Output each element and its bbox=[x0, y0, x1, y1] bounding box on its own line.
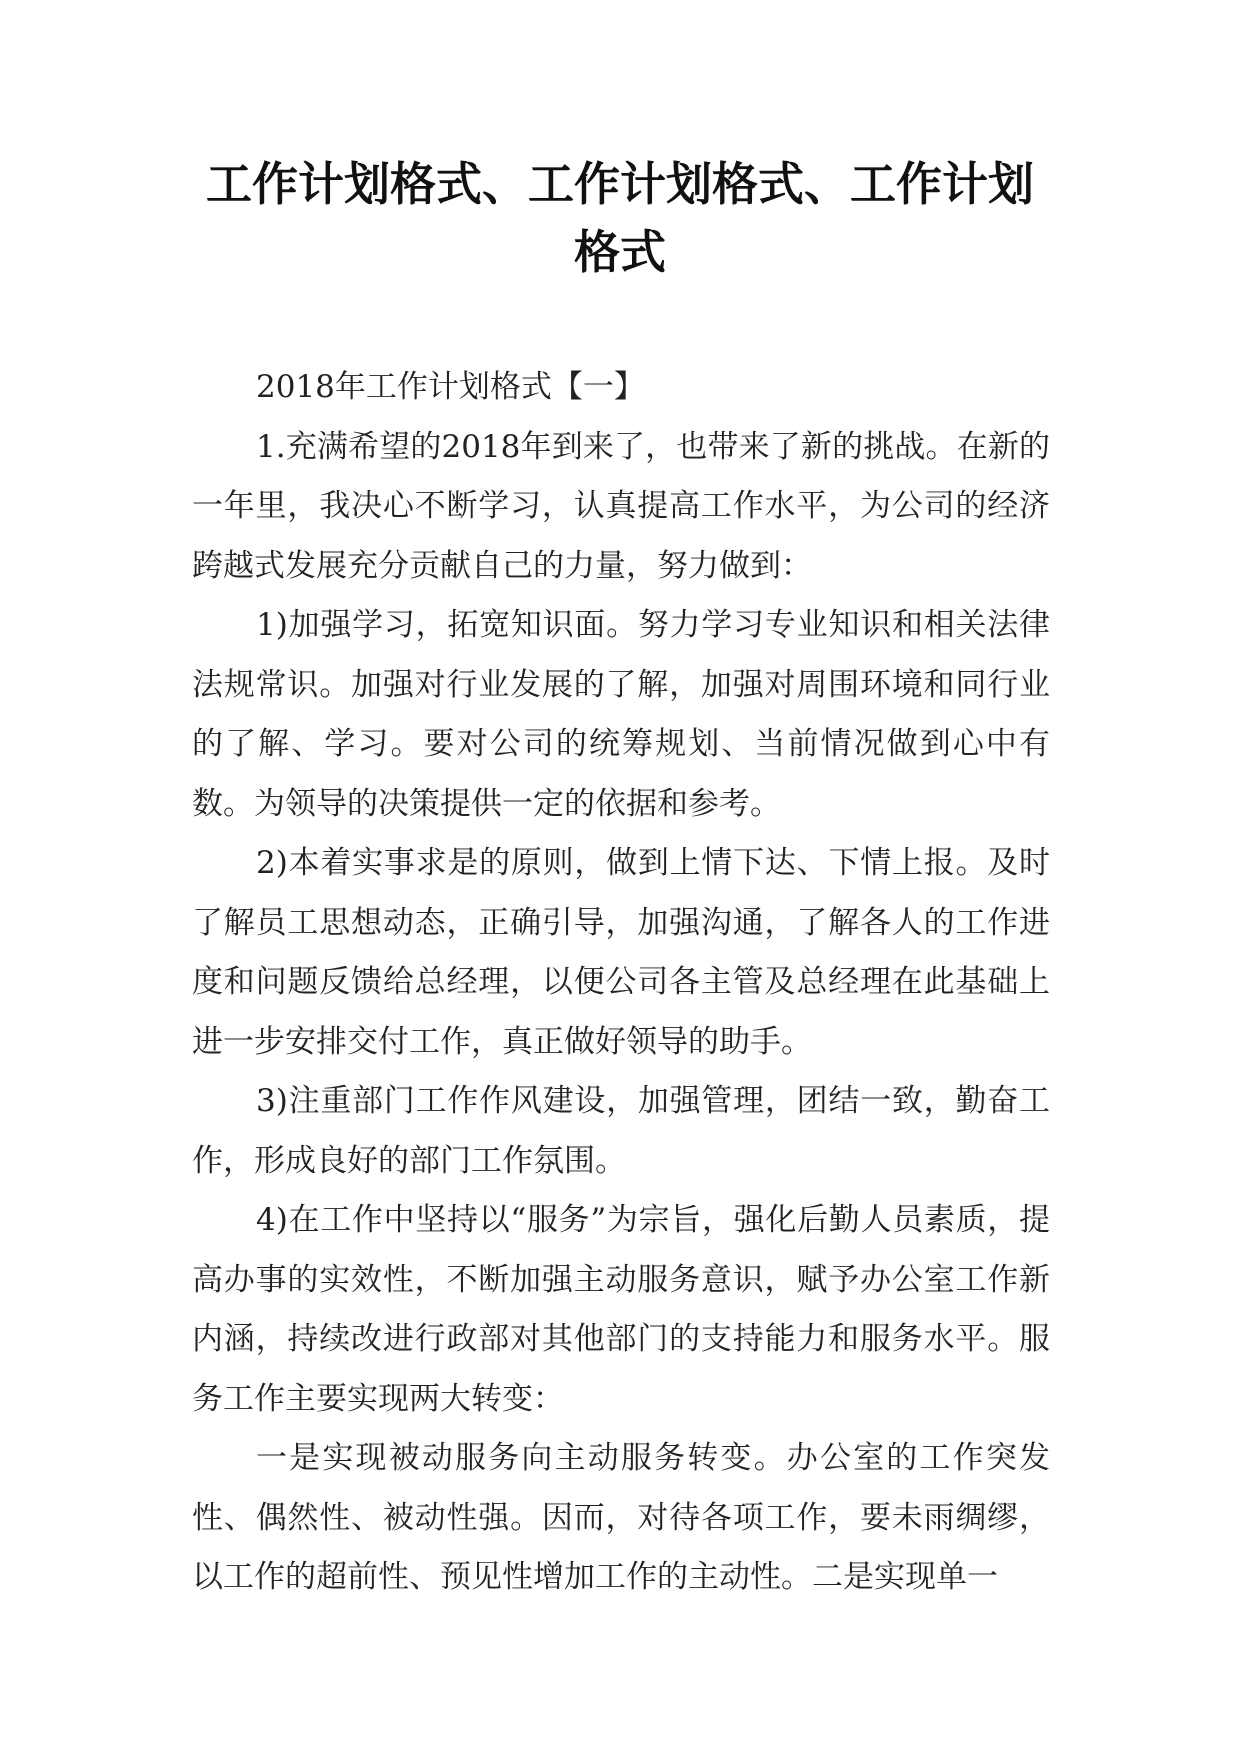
paragraph: 3)注重部门工作作风建设，加强管理，团结一致，勤奋工作，形成良好的部门工作氛围。 bbox=[192, 1083, 1050, 1179]
paragraph: 1.充满希望的2018年到来了，也带来了新的挑战。在新的一年里，我决心不断学习，认真提高工作水平，为公司的经济跨越式发展充分贡献自己的力量，努力做到： bbox=[192, 428, 1050, 584]
paragraph: 4)在工作中坚持以“服务”为宗旨，强化后勤人员素质，提高办事的实效性，不断加强主动服务意识，赋予办公室工作新内涵，持续改进行政部对其他部门的支持能力和服务水平。服务工作主要实现两大转变： bbox=[192, 1202, 1050, 1417]
document-body bbox=[192, 358, 1050, 1608]
paragraph: 1)加强学习，拓宽知识面。努力学习专业知识和相关法律法规常识。加强对行业发展的了解，加强对周围环境和同行业的了解、学习。要对公司的统筹规划、当前情况做到心中有数。为领导的决策提供一定的依据和参考。 bbox=[192, 607, 1050, 822]
paragraph: 一是实现被动服务向主动服务转变。办公室的工作突发性、偶然性、被动性强。因而，对待各项工作，要未雨绸缪，以工作的超前性、预见性增加工作的主动性。二是实现单一 bbox=[192, 1440, 1050, 1595]
section-heading: 2018年工作计划格式【一】 bbox=[256, 369, 645, 405]
paragraph: 2)本着实事求是的原则，做到上情下达、下情上报。及时了解员工思想动态，正确引导，加强沟通，了解各人的工作进度和问题反馈给总经理，以便公司各主管及总经理在此基础上进一步安排交付工作，真正做好领导的助手。 bbox=[192, 845, 1050, 1060]
document-title: 工作计划格式、工作计划格式、工作计划格式 bbox=[206, 157, 1034, 279]
